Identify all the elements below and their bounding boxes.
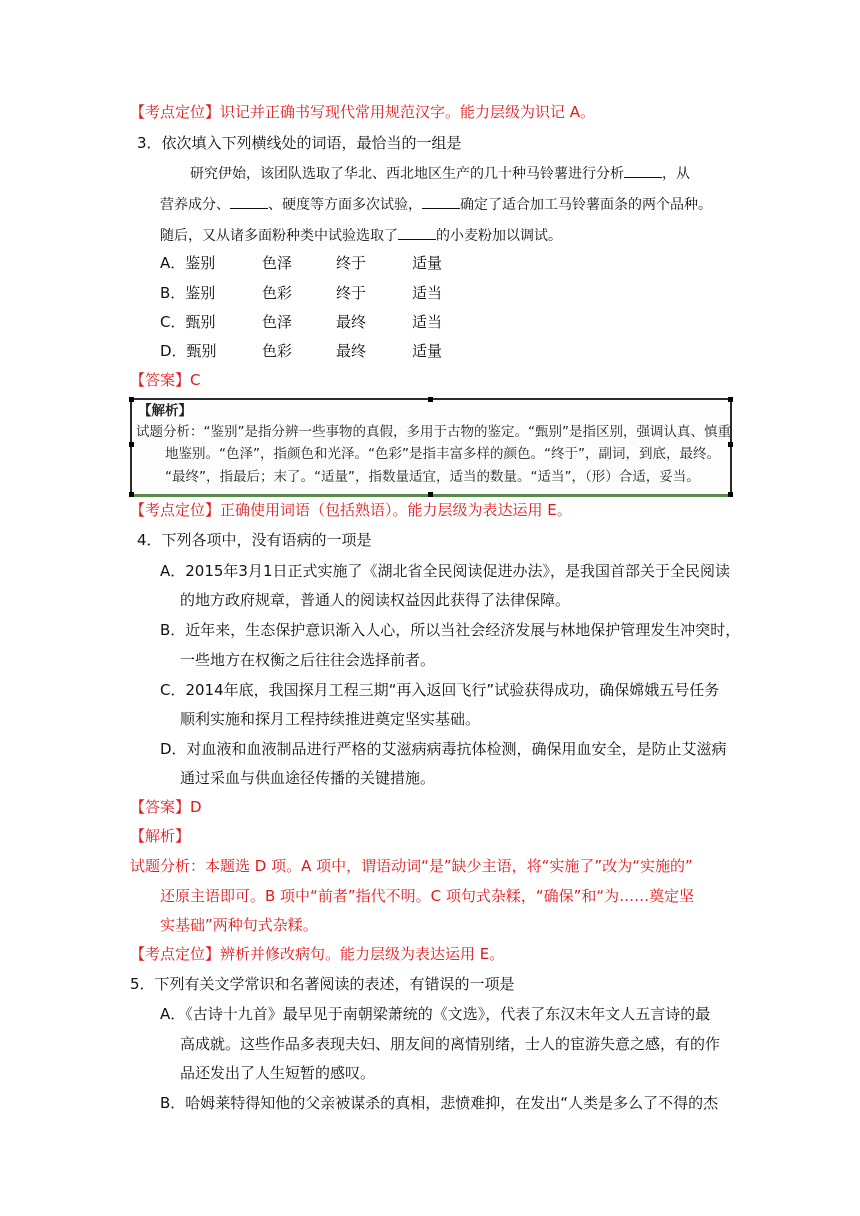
- q4-stem: 4．下列各项中，没有语病的一项是: [137, 531, 372, 549]
- image-line-2: 地鉴别。“色泽”，指颜色和光泽。“色彩”是指丰富多样的颜色。“终于”，副词，到底，最终。: [165, 446, 720, 462]
- q4-option-a-line-2: 的地方政府规章，普通人的阅读权益因此获得了法律保障。: [180, 591, 571, 609]
- q4-option-b-line-1: B．近年来，生态保护意识渐入人心，所以当社会经济发展与林地保护管理发生冲突时，: [160, 621, 741, 639]
- resize-handle[interactable]: [728, 442, 733, 447]
- q4-option-c-line-1: C．2014年底，我国探月工程三期“再入返回飞行”试验获得成功，确保嫦娥五号任务: [160, 681, 720, 699]
- q5-stem: 5．下列有关文学常识和名著阅读的表述，有错误的一项是: [130, 975, 515, 993]
- q3-kaodian: 【考点定位】正确使用词语（包括熟语）。能力层级为表达运用 E。: [130, 501, 572, 519]
- q4-option-c-line-2: 顺利实施和探月工程持续推进奠定坚实基础。: [180, 710, 481, 728]
- answer-blank: [422, 193, 460, 209]
- analysis-image[interactable]: [130, 398, 732, 497]
- q3-answer: 【答案】C: [130, 371, 201, 389]
- q3-passage-line-3: 随后，又从诸多面粉种类中试验选取了 的小麦粉加以调试。: [160, 224, 562, 246]
- q4-analysis-line-1: 试题分析：本题选 D 项。A 项中，谓语动词“是”缺少主语，将“实施了”改为“实施的”: [130, 857, 693, 875]
- image-line-1: 试题分析：“鉴别”是指分辨一些事物的真假，多用于古物的鉴定。“甄别”是指区别，强调认真、慎重: [136, 424, 731, 440]
- resize-handle[interactable]: [129, 492, 134, 497]
- q3-passage-line-1: 研究伊始，该团队选取了华北、西北地区生产的几十种马铃薯进行分析 ，从: [190, 162, 690, 184]
- q5-option-a-line-3: 品还发出了人生短暂的感叹。: [180, 1064, 376, 1082]
- resize-handle[interactable]: [728, 492, 733, 497]
- resize-handle[interactable]: [129, 397, 134, 402]
- q3-passage-line-2: 营养成分、 、硬度等方面多次试验， 确定了适合加工马铃薯面条的两个品种。: [160, 193, 712, 215]
- kaodian-line-1: 【考点定位】识记并正确书写现代常用规范汉字。能力层级为识记 A。: [130, 103, 596, 121]
- q5-option-b-line-1: B．哈姆莱特得知他的父亲被谋杀的真相，悲愤难抑，在发出“人类是多么了不得的杰: [160, 1094, 719, 1112]
- q5-option-a-line-2: 高成就。这些作品多表现夫妇、朋友间的离情别绪，士人的宦游失意之感，有的作: [180, 1035, 721, 1053]
- q4-option-b-line-2: 一些地方在权衡之后往往会选择前者。: [180, 651, 436, 669]
- resize-handle[interactable]: [728, 397, 733, 402]
- q4-jiexi-heading: 【解析】: [130, 827, 191, 845]
- image-heading: 【解析】: [138, 403, 192, 419]
- q4-option-d-line-1: D．对血液和血液制品进行严格的艾滋病病毒抗体检测，确保用血安全，是防止艾滋病: [160, 740, 727, 758]
- answer-blank: [398, 224, 436, 240]
- q3-stem: 3．依次填入下列横线处的词语，最恰当的一组是: [137, 134, 462, 152]
- resize-handle[interactable]: [428, 492, 433, 497]
- image-line-3: “最终”，指最后；末了。“适量”，指数量适宜，适当的数量。“适当”，（形）合适，妥当。: [165, 469, 700, 485]
- answer-blank: [230, 193, 268, 209]
- q4-answer: 【答案】D: [130, 798, 202, 816]
- q5-option-a-line-1: A．《古诗十九首》最早见于南朝梁萧统的《文选》，代表了东汉末年文人五言诗的最: [160, 1005, 711, 1023]
- answer-blank: [624, 162, 662, 178]
- resize-handle[interactable]: [428, 397, 433, 402]
- q4-analysis-line-2: 还原主语即可。B 项中“前者”指代不明。C 项句式杂糅，“确保”和“为……奠定坚: [160, 887, 695, 905]
- q4-kaodian: 【考点定位】辨析并修改病句。能力层级为表达运用 E。: [130, 945, 505, 963]
- q4-analysis-line-3: 实基础”两种句式杂糅。: [160, 916, 318, 934]
- q4-option-d-line-2: 通过采血与供血途径传播的关键措施。: [180, 769, 436, 787]
- q4-option-a-line-1: A．2015年3月1日正式实施了《湖北省全民阅读促进办法》，是我国首部关于全民阅读: [160, 562, 731, 580]
- resize-handle[interactable]: [129, 442, 134, 447]
- document-page: 【考点定位】识记并正确书写现代常用规范汉字。能力层级为识记 A。 3．依次填入下列横线处的词语，最恰当的一组是 研究伊始，该团队选取了华北、西北地区生产的几十种马铃薯进行分析 ，从 营养成分、 、硬度等方面多次试验， 确定了适合加工马铃薯面条的两个品种。 随后，又从诸多面粉种类中试验选取了 的小麦粉加以调试。 A．鉴别 色泽 终于 适量 B．鉴别 色彩 终于 适当 C．甄别 色泽 最终 适当 D．甄别 色彩 最终 适量 【答案】C 【解析】 试题分析：“鉴别”是指分辨一些事物的真假，多用于古物的鉴定。“甄别”是指区别，强调认真、慎重 地鉴别。“色泽”，指颜色和光泽。“色彩”是指丰富多样的颜色。“终于”，副词，到底，最终。 “最终”，指最后；末了。“适量”，指数量适宜，适当的数量。“适当”，（形）合适，妥当。 【考点定位】正确使用词语（包括熟语）。能力层级为表达运用 E。 4．下列各项中，没有语病的一项是 A．2015年3月1日正式实施了《湖北省全民阅读促进办法》，是我国首部关于全民阅读 的地方政府规章，普通人的阅读权益因此获得了法律保障。 B．近年来，生态保护意识渐入人心，所以当社会经济发展与林地保护管理发生冲突时， 一些地方在权衡之后往往会选择前者。 C．2014年底，我国探月工程三期“再入返回飞行”试验获得成功，确保嫦娥五号任务 顺利实施和探月工程持续推进奠定坚实基础。 D．对血液和血液制品进行严格的艾滋病病毒抗体检测，确保用血安全，是防止艾滋病 通过采血与供血途径传播的关键措施。 【答案】D 【解析】 试题分析：本题选 D 项。A 项中，谓语动词“是”缺少主语，将“实施了”改为“实施的” 还原主语即可。B 项中“前者”指代不明。C 项句式杂糅，“确保”和“为……奠定坚 实基础”两种句式杂糅。 【考点定位】辨析并修改病句。能力层级为表达运用 E。 5．下列有关文学常识和名著阅读的表述，有错误的一项是 A．《古诗十九首》最早见于南朝梁萧统的《文选》，代表了东汉末年文人五言诗的最 高成就。这些作品多表现夫妇、朋友间的离情别绪，士人的宦游失意之感，有的作 品还发出了人生短暂的感叹。 B．哈姆莱特得知他的父亲被谋杀的真相，悲愤难抑，在发出“人类是多么了不得的杰: [130, 103, 741, 1112]
